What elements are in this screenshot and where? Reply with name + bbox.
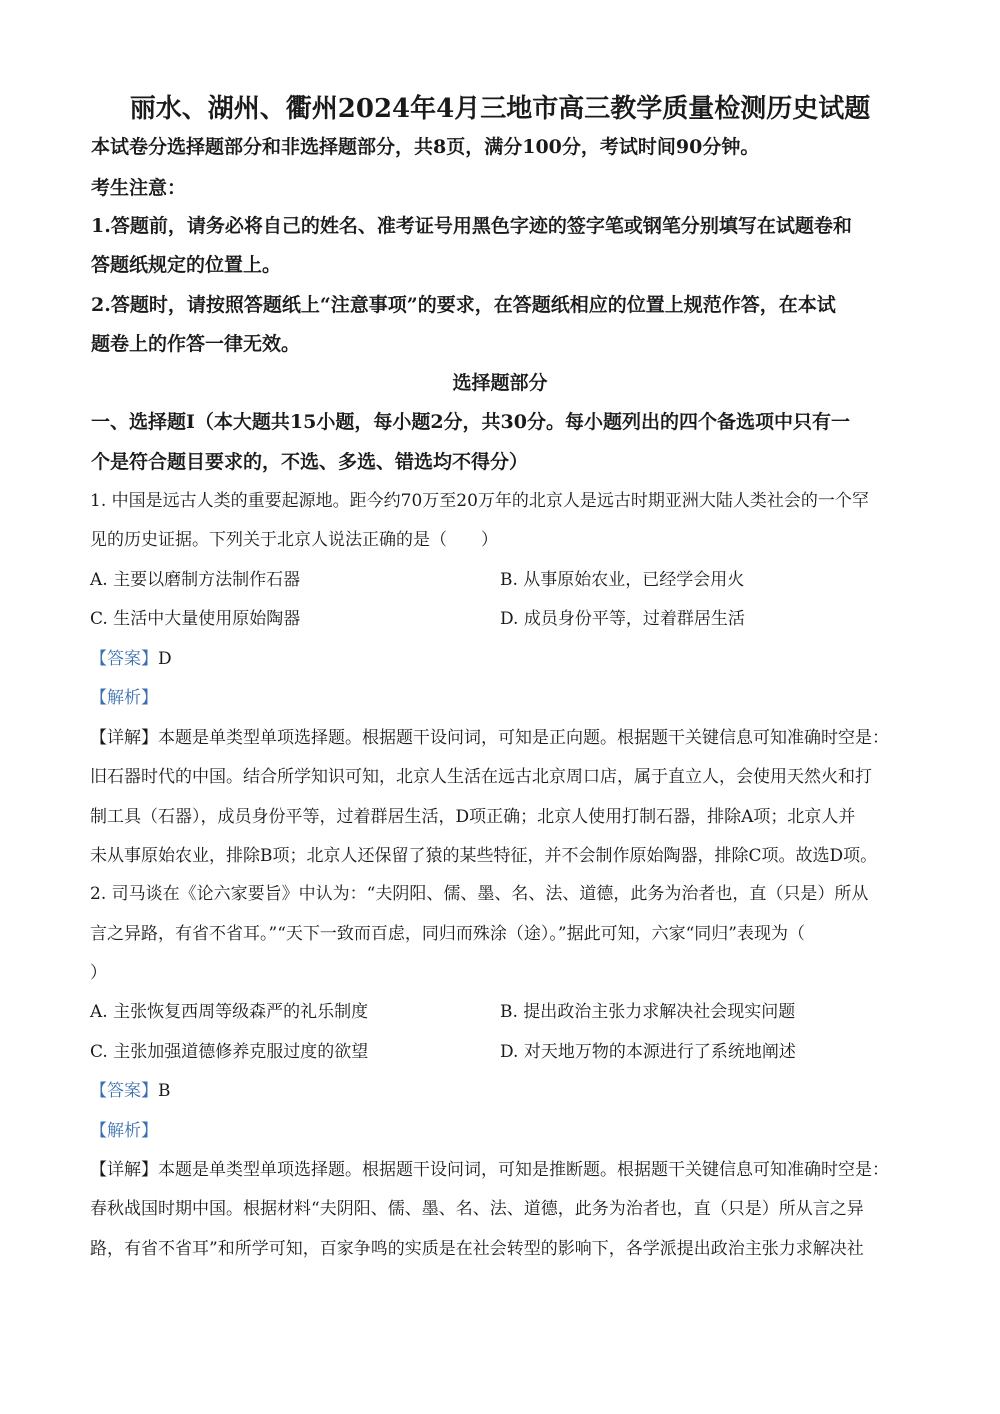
notice-heading: 考生注意： xyxy=(91,177,187,199)
notice-2-line1: 2.答题时，请按照答题纸上“注意事项”的要求，在答题纸相应的位置上规范作答，在本试 xyxy=(91,294,836,316)
q2-option-a: A. 主张恢复西周等级森严的礼乐制度 xyxy=(90,1002,369,1022)
q2-detail-tag: 【详解】 xyxy=(90,1160,158,1180)
q1-option-d: D. 成员身份平等，过着群居生活 xyxy=(500,609,745,629)
q2-answer xyxy=(90,1076,171,1101)
q2-stem-line1: 2. 司马谈在《论六家要旨》中认为：“夫阴阳、儒、墨、名、法、道德，此务为治者也，直（只是）所从 xyxy=(90,884,869,904)
q1-option-b: B. 从事原始农业，已经学会用火 xyxy=(500,570,745,590)
q2-option-d: D. 对天地万物的本源进行了系统地阐述 xyxy=(500,1042,796,1062)
q2-analysis-tag: 【解析】 xyxy=(90,1121,158,1141)
q1-option-c: C. 生活中大量使用原始陶器 xyxy=(90,609,301,629)
q1-detail-text1: 本题是单类型单项选择题。根据题干设问词，可知是正向题。根据题干关键信息可知准确时空是： xyxy=(158,728,889,748)
part1-heading-line2: 个是符合题目要求的，不选、多选、错选均不得分） xyxy=(91,451,529,473)
q1-detail-line1 xyxy=(90,723,889,748)
q1-answer-tag: 【答案】 xyxy=(90,649,158,669)
exam-intro: 本试卷分选择题部分和非选择题部分，共8页，满分100分，考试时间90分钟。 xyxy=(91,136,760,158)
section-title: 选择题部分 xyxy=(452,372,548,394)
q1-answer xyxy=(90,644,172,669)
q1-option-a: A. 主要以磨制方法制作石器 xyxy=(90,570,301,590)
notice-1-line1: 1.答题前，请务必将自己的姓名、准考证号用黑色字迹的签字笔或钢笔分别填写在试题卷和 xyxy=(91,215,852,237)
q1-detail-line2: 旧石器时代的中国。结合所学知识可知，北京人生活在远古北京周口店，属于直立人，会使用天然火和打 xyxy=(90,767,872,787)
q2-stem-line3: ） xyxy=(90,963,107,983)
q2-detail-line1 xyxy=(90,1155,889,1180)
q1-analysis-tag: 【解析】 xyxy=(90,688,158,708)
q2-answer-value: B xyxy=(158,1081,171,1101)
q1-detail-line4: 未从事原始农业，排除B项；北京人还保留了猿的某些特征，并不会制作原始陶器，排除C项。故选D项。 xyxy=(90,846,878,866)
q1-answer-value: D xyxy=(158,649,172,669)
part1-heading-line1: 一、选择题Ⅰ（本大题共15小题，每小题2分，共30分。每小题列出的四个备选项中只有一 xyxy=(91,411,850,433)
q1-detail-line3: 制工具（石器），成员身份平等，过着群居生活，D项正确；北京人使用打制石器，排除A项；北京人并 xyxy=(90,807,856,827)
page-title: 丽水、湖州、衢州2024年4月三地市高三教学质量检测历史试题 xyxy=(129,94,871,124)
notice-2-line2: 题卷上的作答一律无效。 xyxy=(91,333,301,355)
q2-detail-text1: 本题是单类型单项选择题。根据题干设问词，可知是推断题。根据题干关键信息可知准确时空是： xyxy=(158,1160,889,1180)
q1-detail-tag: 【详解】 xyxy=(90,728,158,748)
q2-detail-line2: 春秋战国时期中国。根据材料“夫阴阳、儒、墨、名、法、道德，此务为治者也，直（只是）所从言之异 xyxy=(90,1199,864,1219)
q2-option-c: C. 主张加强道德修养克服过度的欲望 xyxy=(90,1042,369,1062)
q2-answer-tag: 【答案】 xyxy=(90,1081,158,1101)
q1-stem-line1: 1. 中国是远古人类的重要起源地。距今约70万至20万年的北京人是远古时期亚洲大陆人类社会的一个罕 xyxy=(90,491,869,511)
q2-detail-line3: 路，有省不省耳”和所学可知，百家争鸣的实质是在社会转型的影响下，各学派提出政治主张力求解决社 xyxy=(90,1239,864,1259)
q2-option-b: B. 提出政治主张力求解决社会现实问题 xyxy=(500,1002,796,1022)
notice-1-line2: 答题纸规定的位置上。 xyxy=(91,254,282,276)
q2-stem-line2: 言之异路，有省不省耳。”“天下一致而百虑，同归而殊涂（途）。”据此可知，六家“同归”表现为（ xyxy=(90,924,805,944)
q1-stem-line2: 见的历史证据。下列关于北京人说法正确的是（ ） xyxy=(90,530,498,550)
